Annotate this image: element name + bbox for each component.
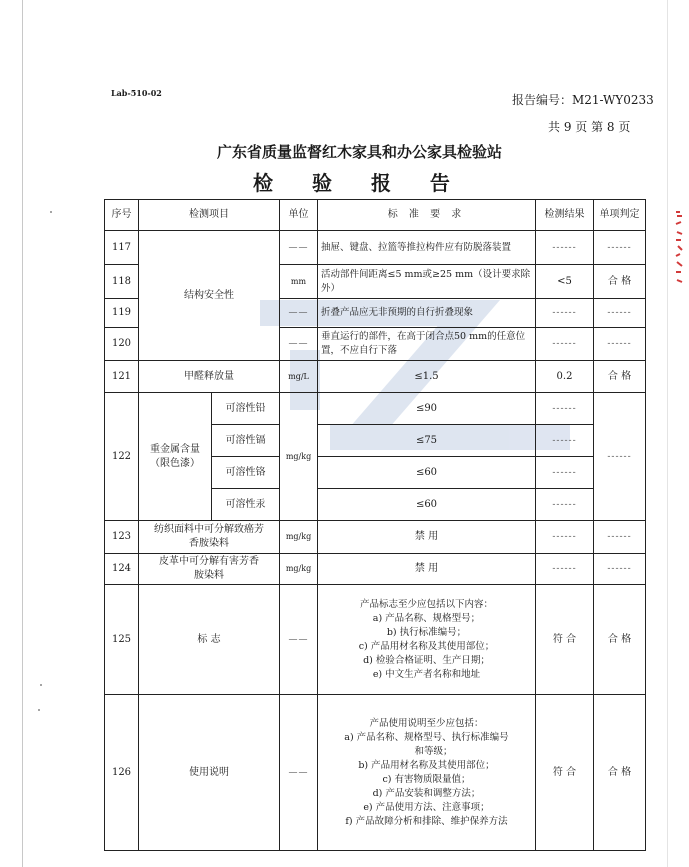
subitem-result: ------ <box>536 425 594 457</box>
row-judgement: 合 格 <box>594 695 646 851</box>
subitem-result: ------ <box>536 489 594 521</box>
row-result: <5 <box>536 265 594 299</box>
row-result: 符 合 <box>536 585 594 695</box>
page-left-edge <box>22 0 23 867</box>
row-requirement: 垂直运行的部件，在高于闭合点50 mm的任意位置，不应自行下落 <box>318 328 536 361</box>
row-judgement: 合 格 <box>594 585 646 695</box>
row-requirement: 抽屉、键盘、拉篮等推拉构件应有防脱落装置 <box>318 231 536 265</box>
row-judgement: ------ <box>594 231 646 265</box>
row-unit: —— <box>280 328 318 361</box>
row-result: ------ <box>536 521 594 554</box>
row-requirement: 折叠产品应无非预期的自行折叠现象 <box>318 299 536 328</box>
row-result: ------ <box>536 554 594 585</box>
table-row <box>105 231 646 265</box>
header-item: 检测项目 <box>139 200 280 231</box>
row-no: 121 <box>105 361 139 393</box>
row-judgement: ------ <box>594 393 646 521</box>
requirement-line: 产品标志至少应包括以下内容： <box>359 598 493 610</box>
row-unit: —— <box>280 231 318 265</box>
row-no: 126 <box>105 695 139 851</box>
row-requirement: ≤1.5 <box>318 361 536 393</box>
table-header-row <box>105 200 646 231</box>
scan-speck <box>38 709 40 711</box>
requirement-line: a) 产品名称、规格型号； <box>372 612 481 624</box>
row-judgement: 合 格 <box>594 361 646 393</box>
subitem-requirement: ≤60 <box>318 489 536 521</box>
row-judgement: ------ <box>594 328 646 361</box>
requirement-line: d) 检验合格证明、生产日期； <box>363 654 490 666</box>
row-judgement: 合 格 <box>594 265 646 299</box>
row-unit: mg/L <box>280 361 318 393</box>
table-row <box>105 554 646 585</box>
row-no: 119 <box>105 299 139 328</box>
row-item: 纺织面料中可分解致癌芳香胺染料 <box>139 521 280 554</box>
row-requirement: 禁 用 <box>318 554 536 585</box>
header-no: 序号 <box>105 200 139 231</box>
row-unit: mg/kg <box>280 554 318 585</box>
subitem-requirement: ≤75 <box>318 425 536 457</box>
header-unit: 单位 <box>280 200 318 231</box>
requirement-line: e) 中文生产者名称和地址 <box>372 668 481 680</box>
scan-speck <box>40 684 42 686</box>
row-unit: —— <box>280 695 318 851</box>
lab-code: Lab-510-02 <box>111 88 162 98</box>
row-item: 标 志 <box>139 585 280 695</box>
page-info: 共 9 页 第 8 页 <box>548 120 631 134</box>
subitem-name: 可溶性铅 <box>212 393 280 425</box>
row-unit: mg/kg <box>280 393 318 521</box>
requirement-line: b) 执行标准编号； <box>386 626 467 638</box>
inspection-table <box>104 199 646 851</box>
scan-speck <box>50 211 52 213</box>
row-unit: mg/kg <box>280 521 318 554</box>
row-requirement: 活动部件间距离≤5 mm或≥25 mm（设计要求除外） <box>318 265 536 299</box>
row-no: 124 <box>105 554 139 585</box>
organization-name: 广东省质量监督红木家具和办公家具检验站 <box>216 143 502 161</box>
row-no: 125 <box>105 585 139 695</box>
requirement-line: 和等级； <box>414 745 453 757</box>
row-item: 皮革中可分解有害芳香胺染料 <box>139 554 280 585</box>
requirement-line: d) 产品安装和调整方法； <box>372 787 481 799</box>
requirement-line: b) 产品用材名称及其使用部位； <box>358 759 495 771</box>
header-result: 检测结果 <box>536 200 594 231</box>
subitem-requirement: ≤90 <box>318 393 536 425</box>
row-no: 118 <box>105 265 139 299</box>
row-unit: —— <box>280 585 318 695</box>
structural-safety-item: 结构安全性 <box>139 231 280 361</box>
row-unit: —— <box>280 299 318 328</box>
row-no: 123 <box>105 521 139 554</box>
row-unit: mm <box>280 265 318 299</box>
row-no: 120 <box>105 328 139 361</box>
row-no: 122 <box>105 393 139 521</box>
row-item: 使用说明 <box>139 695 280 851</box>
subitem-name: 可溶性铬 <box>212 457 280 489</box>
seal-edge-mark <box>674 210 684 290</box>
header-judgement: 单项判定 <box>594 200 646 231</box>
subitem-requirement: ≤60 <box>318 457 536 489</box>
requirement-line: c) 产品用材名称及其使用部位； <box>358 640 495 652</box>
row-requirement: 禁 用 <box>318 521 536 554</box>
row-requirement-list <box>318 585 536 695</box>
row-no: 117 <box>105 231 139 265</box>
table-row <box>105 585 646 695</box>
page-right-edge <box>667 0 668 867</box>
row-item: 甲醛释放量 <box>139 361 280 393</box>
subitem-result: ------ <box>536 393 594 425</box>
row-judgement: ------ <box>594 299 646 328</box>
table-row <box>105 521 646 554</box>
report-number: 报告编号：M21-WY0233 <box>512 93 654 107</box>
subitem-result: ------ <box>536 457 594 489</box>
requirement-line: e) 产品使用方法、注意事项； <box>363 801 490 813</box>
requirement-line: c) 有害物质限量值； <box>382 773 471 785</box>
requirement-line: 产品使用说明至少应包括： <box>369 717 484 729</box>
report-title: 检 验 报 告 <box>253 171 466 195</box>
row-result: ------ <box>536 328 594 361</box>
row-result: 0.2 <box>536 361 594 393</box>
row-judgement: ------ <box>594 554 646 585</box>
table-row <box>105 361 646 393</box>
row-requirement-list <box>318 695 536 851</box>
subitem-name: 可溶性汞 <box>212 489 280 521</box>
table-row <box>105 393 646 425</box>
requirement-line: a) 产品名称、规格型号、执行标准编号 <box>344 731 509 743</box>
row-judgement: ------ <box>594 521 646 554</box>
requirement-line: f) 产品故障分析和排除、维护保养方法 <box>345 815 508 827</box>
row-item: 重金属含量（限色漆） <box>139 393 212 521</box>
row-result: 符 合 <box>536 695 594 851</box>
table-row <box>105 695 646 851</box>
row-result: ------ <box>536 231 594 265</box>
header-requirement: 标 准 要 求 <box>318 200 536 231</box>
row-result: ------ <box>536 299 594 328</box>
subitem-name: 可溶性镉 <box>212 425 280 457</box>
